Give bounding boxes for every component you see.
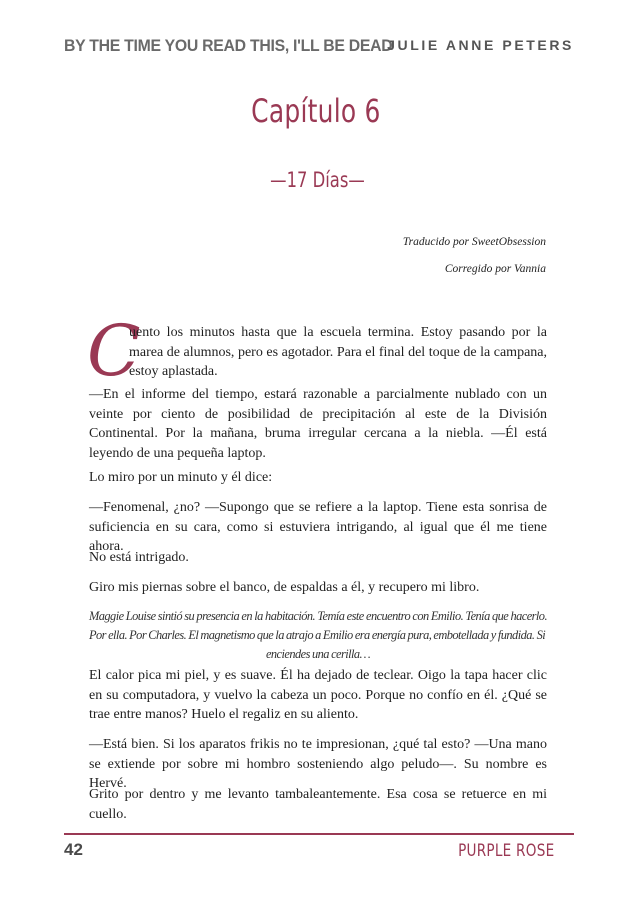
page-number: 42: [64, 840, 83, 859]
paragraph: El calor pica mi piel, y es suave. Él ha dejado de teclear. Oigo la tapa hacer clic en su computadora, y vuelvo la cabeza un poco. Porque no confío en él. ¿Qué se trae entre manos? Huelo el regaliz en su aliento.: [89, 668, 547, 722]
chapter-subtitle: —17 Días—: [270, 168, 365, 192]
quote-last-line: enciendes una cerilla…: [265, 647, 371, 661]
footer-divider: [64, 833, 574, 835]
paragraph: —En el informe del tiempo, estará razonable a parcialmente nublado con un veinte por ciento de posibilidad de precipitación al este de la División Continental. Por la mañana, bruma irregular cercana a la niebla. —Él está leyendo de una pequeña laptop.: [89, 387, 547, 461]
corrector-credit: Corregido por Vannia: [444, 263, 546, 275]
paragraph: Giro mis piernas sobre el banco, de espaldas a él, y recupero mi libro.: [89, 580, 480, 595]
paragraph: Lo miro por un minuto y él dice:: [89, 470, 273, 485]
book-excerpt-quote: [89, 607, 547, 664]
paragraph: No está intrigado.: [89, 550, 189, 565]
paragraph: Grito por dentro y me levanto tambaleantemente. Esa cosa se retuerce en mi cuello.: [89, 787, 547, 822]
footer-group-name: PURPLE ROSE: [457, 841, 554, 861]
chapter-title: Capítulo 6: [251, 92, 381, 130]
paragraph: —Fenomenal, ¿no? —Supongo que se refiere a la laptop. Tiene esta sonrisa de suficiencia en su cara, como si estuviera intrigando, al igual que él me tiene ahora.: [89, 500, 547, 554]
author-name: JULIE ANNE PETERS: [387, 37, 574, 53]
drop-cap: C: [87, 310, 141, 392]
book-title: BY THE TIME YOU READ THIS, I'LL BE DEAD: [64, 36, 393, 55]
first-paragraph: uento los minutos hasta que la escuela termina. Estoy pasando por la marea de alumnos, pero es agotador. Para el final del toque de la campana, estoy aplastada.: [129, 325, 547, 379]
translator-credit: Traducido por SweetObsession: [402, 236, 546, 248]
paragraph: —Está bien. Si los aparatos frikis no te impresionan, ¿qué tal esto? —Una mano se extiende por sobre mi hombro sosteniendo algo peludo—. Su nombre es Hervé.: [89, 737, 547, 791]
quote-text: Maggie Louise sintió su presencia en la habitación. Temía este encuentro con Emilio. Tenía que hacerlo. Por ella. Por Charles. El magnetismo que la atrajo a Emilio era energía pura, embotellada y fundida. Si: [89, 609, 547, 642]
running-header: [64, 36, 574, 58]
